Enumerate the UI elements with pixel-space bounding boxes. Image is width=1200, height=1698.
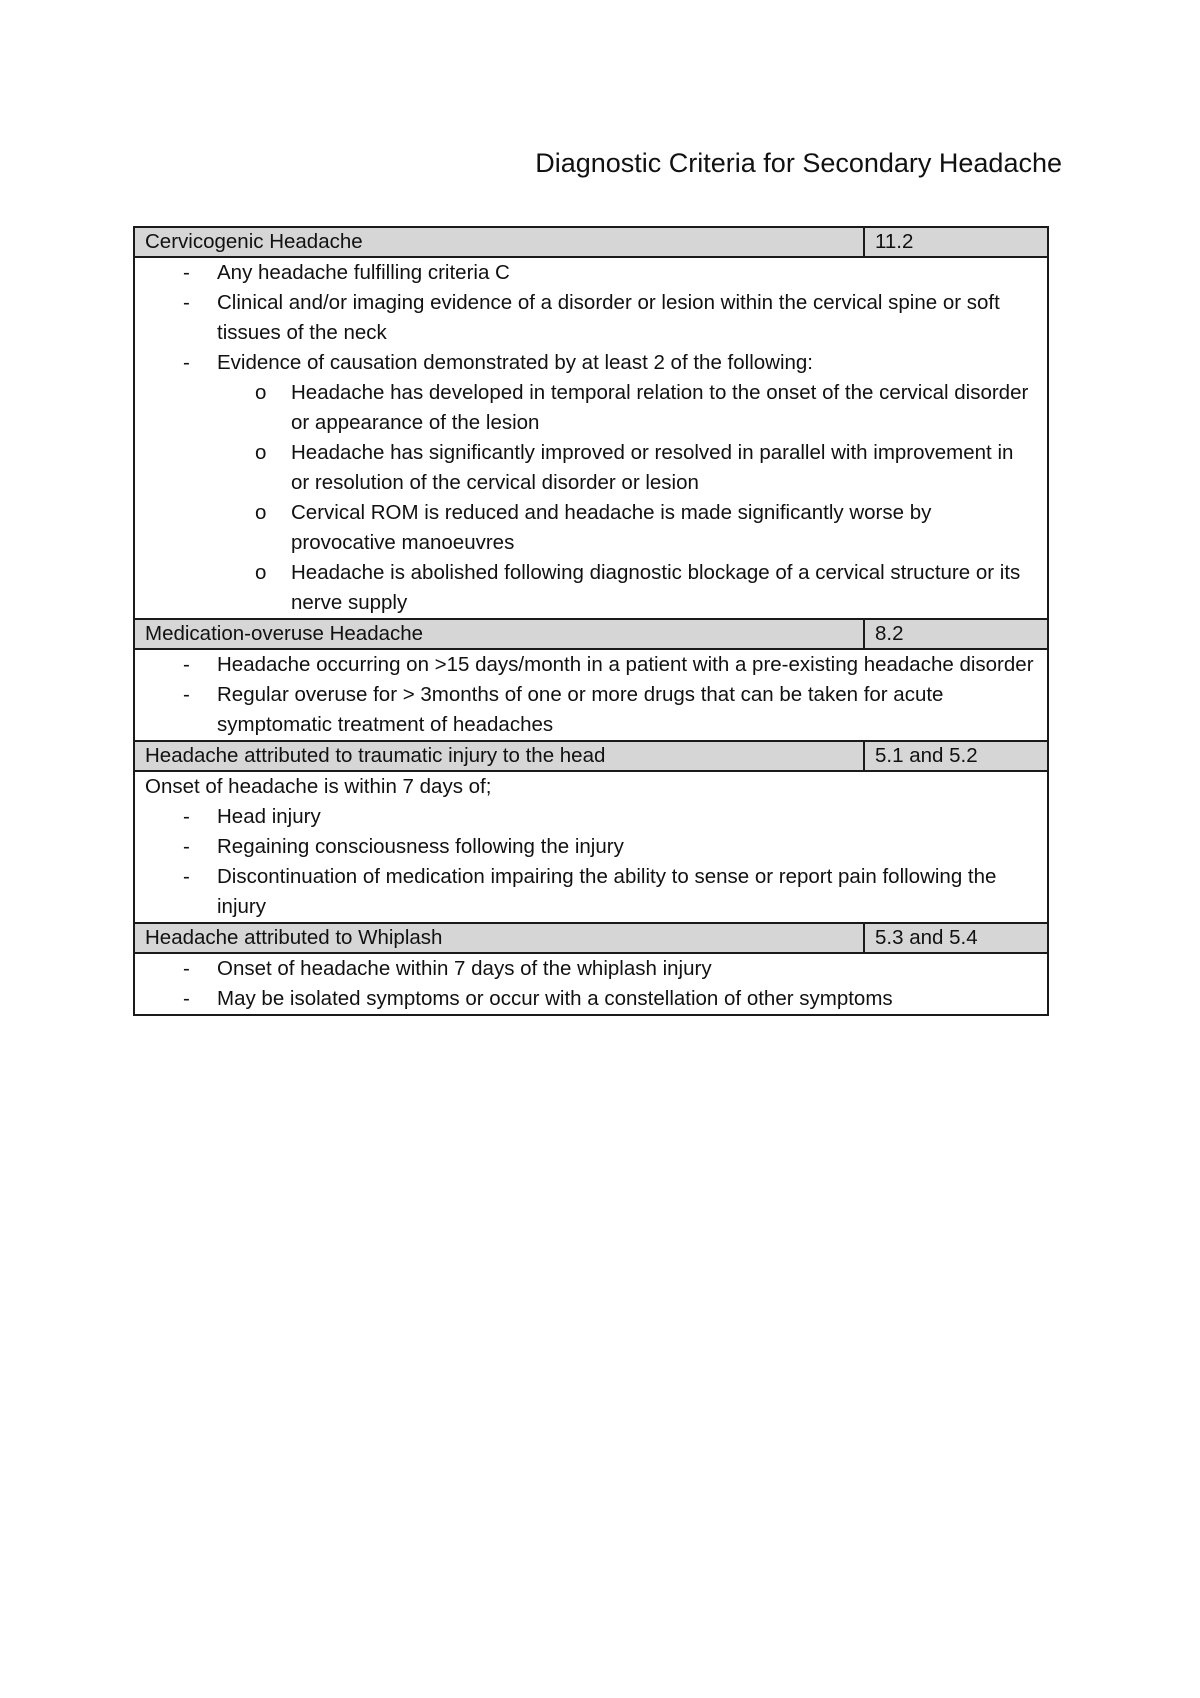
section-header-cervicogenic [134,227,1048,257]
section-header-whiplash [134,923,1048,953]
section-code: 11.2 [864,227,1048,257]
page-title: Diagnostic Criteria for Secondary Headache [535,148,1062,178]
criteria-list [145,258,1037,618]
criteria-item: - Headache occurring on >15 days/month in a patient with a pre-existing headache disorder [217,650,1037,680]
section-body-traumatic-injury [134,771,1048,923]
criteria-table [133,226,1049,1016]
section-header-traumatic-injury [134,741,1048,771]
criteria-item: - May be isolated symptoms or occur with a constellation of other symptoms [217,984,1037,1014]
criteria-list [145,954,1037,1014]
criteria-item: - Discontinuation of medication impairing the ability to sense or report pain following the injury [217,862,1037,922]
criteria-item: - Any headache fulfilling criteria C [217,258,1037,288]
section-name: Medication-overuse Headache [134,619,864,649]
section-header-medication-overuse [134,619,1048,649]
section-body-whiplash [134,953,1048,1015]
criteria-item: - Clinical and/or imaging evidence of a disorder or lesion within the cervical spine or soft tissues of the neck [217,288,1037,348]
criteria-item: - Regular overuse for > 3months of one or more drugs that can be taken for acute symptomatic treatment of headaches [217,680,1037,740]
subcriteria-item: o Cervical ROM is reduced and headache is made significantly worse by provocative manoeuvres [291,498,1037,558]
section-name: Headache attributed to traumatic injury to the head [134,741,864,771]
section-code: 8.2 [864,619,1048,649]
criteria-item-text: Evidence of causation demonstrated by at least 2 of the following: [217,351,814,374]
criteria-item: - Head injury [217,802,1037,832]
section-code: 5.1 and 5.2 [864,741,1048,771]
section-code: 5.3 and 5.4 [864,923,1048,953]
subcriteria-item: o Headache is abolished following diagnostic blockage of a cervical structure or its nerve supply [291,558,1037,618]
criteria-item: - Regaining consciousness following the injury [217,832,1037,862]
section-body-cervicogenic [134,257,1048,619]
section-intro: Onset of headache is within 7 days of; [145,775,492,798]
section-body-medication-overuse [134,649,1048,741]
criteria-item: - Onset of headache within 7 days of the whiplash injury [217,954,1037,984]
subcriteria-item: o Headache has developed in temporal relation to the onset of the cervical disorder or appearance of the lesion [291,378,1037,438]
criteria-list [145,802,1037,922]
section-name: Headache attributed to Whiplash [134,923,864,953]
subcriteria-item: o Headache has significantly improved or resolved in parallel with improvement in or resolution of the cervical disorder or lesion [291,438,1037,498]
criteria-list [145,650,1037,740]
subcriteria-list [217,378,1037,618]
section-name: Cervicogenic Headache [134,227,864,257]
criteria-item [217,348,1037,618]
